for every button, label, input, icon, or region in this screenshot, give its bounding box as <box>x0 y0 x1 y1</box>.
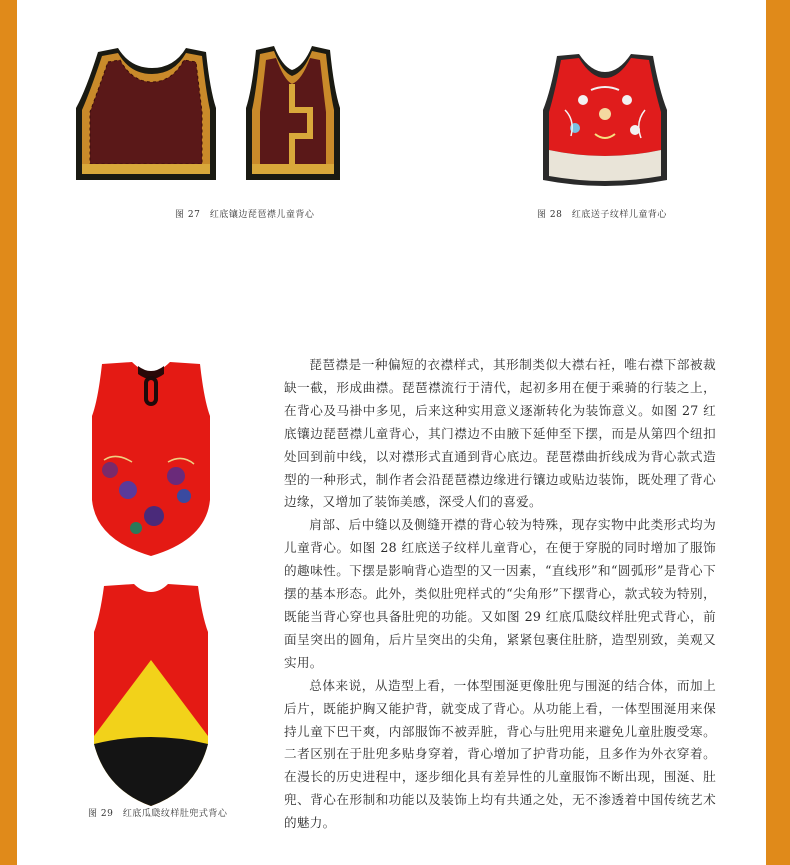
fig28-caption: 图 28 红底送子纹样儿童背心 <box>537 210 667 220</box>
fig27-vest-back <box>76 48 216 180</box>
paragraph-pipa-lapel: 琵琶襟是一种偏短的衣襟样式，其形制类似大襟右衽，唯右襟下部被裁缺一截，形成曲襟。琵琶襟流行于清代，起初多用在便于乘骑的行装之上，在背心及马褂中多见，后来这种实用意义逐渐转化为装饰意义。如图 27 红底镶边琵琶襟儿童背心，其门襟边不由腋下延伸至下摆，而是从第四个纽扣处回到前中线，以对襟形式直通到背心底边。琵琶襟曲折线成为背心款式造型的一种形式，制作者会沿琵琶襟边缘进行镶边或贴边装饰，既处理了背心边缘，又增加了装饰美感，深受人们的喜爱。 <box>284 357 716 510</box>
paragraph-hem-shapes: 肩部、后中缝以及侧缝开襟的背心较为特殊，现存实物中此类形式均为儿童背心。如图 28 红底送子纹样儿童背心，在便于穿脱的同时增加了服饰的趣味性。下摆是影响背心造型的又一因素，“直线形”和“圆弧形”是背心下摆的基本形态。此外，类似肚兜样式的“尖角形”下摆背心，款式较为特别，既能当背心穿也具备肚兜的功能。又如图 29 红底瓜瓞纹样肚兜式背心，前面呈突出的圆角，后片呈突出的尖角，紧紧包裹住肚脐，造型别致，美观又实用。 <box>284 517 716 670</box>
body-text <box>284 354 716 835</box>
fig27-vest-image <box>60 40 350 200</box>
fig27-vest-front <box>246 46 340 180</box>
fig29-vest-back <box>94 584 208 806</box>
fig29-caption: 图 29 红底瓜瓞纹样肚兜式背心 <box>88 809 228 819</box>
left-margin-bar <box>0 0 17 865</box>
right-margin-bar <box>766 0 790 865</box>
paragraph-summary: 总体来说，从造型上看，一体型围涎更像肚兜与围涎的结合体，而加上后片，既能护胸又能护背，就变成了背心。从功能上看，一体型围涎用来保持儿童下巴干爽，内部服饰不被弄脏，背心与肚兜用来避免儿童肚腹受寒。二者区别在于肚兜多贴身穿着，背心增加了护背功能，且多作为外衣穿着。在漫长的历史进程中，逐步细化具有差异性的儿童服饰不断出现，围涎、肚兜、背心在形制和功能以及装饰上均有共通之处，无不渗透着中国传统艺术的魅力。 <box>284 677 716 831</box>
fig27-caption: 图 27 红底镶边琵琶襟儿童背心 <box>175 210 315 220</box>
fig28-vest-image <box>535 50 675 195</box>
fig29-vest-image <box>76 360 226 810</box>
fig29-vest-front <box>92 362 210 556</box>
